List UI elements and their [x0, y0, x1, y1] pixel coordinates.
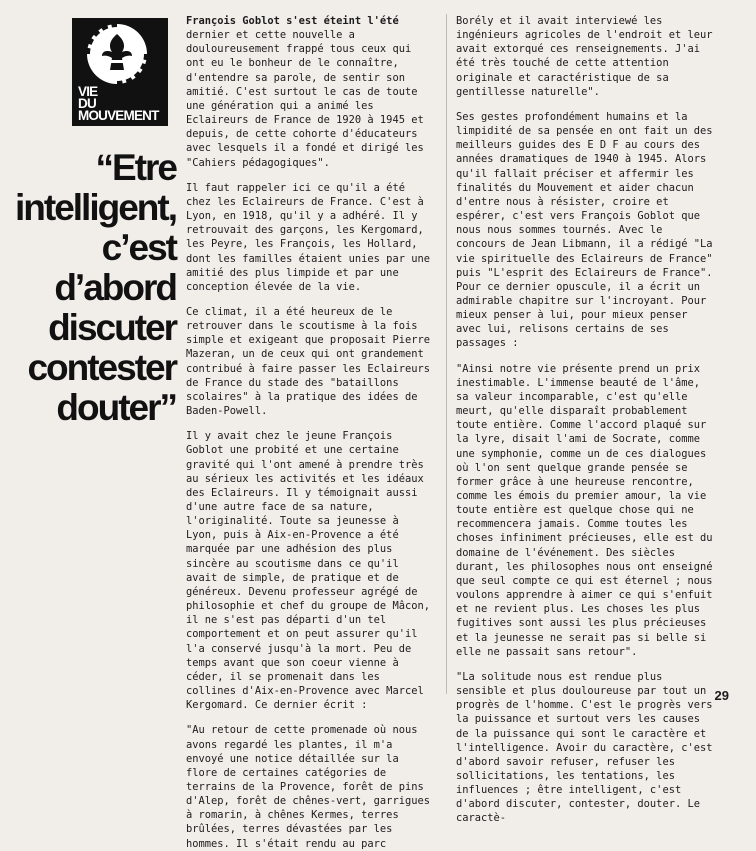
vie-du-mouvement-logo [72, 18, 168, 126]
paragraph: Il y avait chez le jeune François Goblot une probité et une certaine gravité qui l'ont amené à prendre très au sérieux les activités et les idéaux des Eclaireurs. Il y témoignait aussi d'une autre face de sa nature, l'originalité. Toute sa jeunesse à Lyon, puis à Aix-en-Provence a été marquée par une adhésion des plus sincère au scoutisme dans ce qu'il avait de simple, de pratique et de généreux. Devenu professeur agrégé de philosophie et chef du groupe de Mâcon, il ne s'est pas départi d'un tel comportement et on peut assurer qu'il l'a conservé jusqu'à la mort. Peu de temps avant que son coeur vienne à céder, il se promenait dans les collines d'Aix-en-Provence avec Marcel Kergomard. Ce dernier écrit : [186, 430, 430, 712]
paragraph: Borély et il avait interviewé les ingénieurs agricoles de l'endroit et leur avait extorqué ces renseignements. J'ai été très touché de cette attention originale et caractéristique de sa gentillesse naturelle". [456, 15, 713, 98]
scout-fleur-de-lis-badge-icon [72, 18, 168, 94]
quote-line: discuter [48, 307, 176, 348]
article-column-1 [186, 14, 434, 850]
quote-line: intelligent, [15, 187, 176, 228]
paragraph: "Ainsi notre vie présente prend un prix inestimable. L'immense beauté de l'âme, sa valeur incomparable, c'est qu'elle meurt, qu'elle disparaît probablement toute entière. Comme l'accord plaqué sur la lyre, disait l'ami de Socrate, comme une symphonie, comme un de ces dialogues où l'on sent quelque grande pensée se former grâce à une heureuse rencontre, comme les émois du premier amour, la vie toute entière est quelque chose qui ne recommencera jamais. Comme toutes les choses infiniment précieuses, elle est du domaine de l'événement. Des siècles durant, les philosophes nous ont enseigné que seul compte ce qui est éternel ; nous voulons apprendre à aimer ce qui s'enfuit et ne revient plus. Les choses les plus fugitives sont aussi les plus précieuses et la jeunesse ne serait pas si belle si elle ne passait sans retour". [456, 362, 713, 658]
page-number: 29 [714, 688, 729, 703]
paragraph: Il faut rappeler ici ce qu'il a été chez les Eclaireurs de France. C'est à Lyon, en 1918, qu'il y a adhéré. Il y retrouvait des garçons, les Kergomard, les Peyre, les François, les Hollard, dont les familles étaient unies par une amitié des plus limpide et par une conception élevée de la vie. [186, 181, 430, 293]
quote-line: contester [27, 347, 176, 388]
paragraph: "La solitude nous est rendue plus sensible et plus douloureuse par tout un progrès de l'homme. C'est le progrès vers la puissance et surtout vers les causes de la puissance qui sont le caractère et l'intelligence. Avoir du caractère, c'est d'abord savoir refuser, refuser les sollicitations, les tentations, les influences ; être intelligent, c'est d'abord discuter, contester, douter. Le caractè- [456, 670, 713, 825]
paragraph: "Au retour de cette promenade où nous avons regardé les plantes, il m'a envoyé une notice détaillée sur la flore de certaines catégories de terrains de la Provence, forêt de pins d'Alep, forêt de chênes-vert, garrigues à romarin, à chênes Kermes, terres brûlées, terres dévastées par les hommes. Il s'était rendu au parc [186, 724, 430, 850]
paragraph: Ce climat, il a été heureux de le retrouver dans le scoutisme à la fois simple et exigeant que proposait Pierre Mazeran, un de ceux qui ont grandement contribué à faire passer les Eclaireurs de France du stade des "bataillons scolaires" à la pratique des idées de Baden-Powell. [186, 305, 430, 418]
column-divider [446, 14, 447, 694]
quote-line: “Etre [95, 147, 176, 188]
paragraph: Ses gestes profondément humains et la limpidité de sa pensée en ont fait un des meilleurs guides des E D F au cours des années dramatiques de 1940 à 1945. Alors qu'il fallait préciser et affermir les finalités du Mouvement et aider chacun d'entre nous à résister, croire et espérer, c'est vers François Goblot que nous nous sommes tournés. Avec le concours de Jean Libmann, il a rédigé "La vie spirituelle des Eclaireurs de France" puis "L'esprit des Eclaireurs de France". Pour ce dernier opuscule, il a écrit un admirable chapitre sur l'incroyant. Pour mieux penser à lui, pour mieux penser avec lui, relisons certains de ses passages : [456, 110, 713, 350]
quote-line: c’est d’abord [54, 227, 176, 308]
paragraph: François Goblot s'est éteint l'été dernier et cette nouvelle a douloureusement frappé tous ceux qui ont eu le bonheur de le connaître, d'entendre sa parole, de sentir son amitié. C'est surtout le cas de toute une génération qui a animé les Eclaireurs de France de 1920 à 1945 et depuis, de cette cohorte d'éducateurs avec lesquels il a fondé et dirigé les "Cahiers pédagogiques". [186, 15, 424, 169]
lead-in: François Goblot s'est éteint l'été [186, 15, 399, 27]
pull-quote [6, 148, 176, 428]
logo-caption: VIE DU MOUVEMENT [78, 84, 159, 123]
article-column-2 [456, 14, 718, 825]
quote-line: douter” [56, 387, 176, 428]
